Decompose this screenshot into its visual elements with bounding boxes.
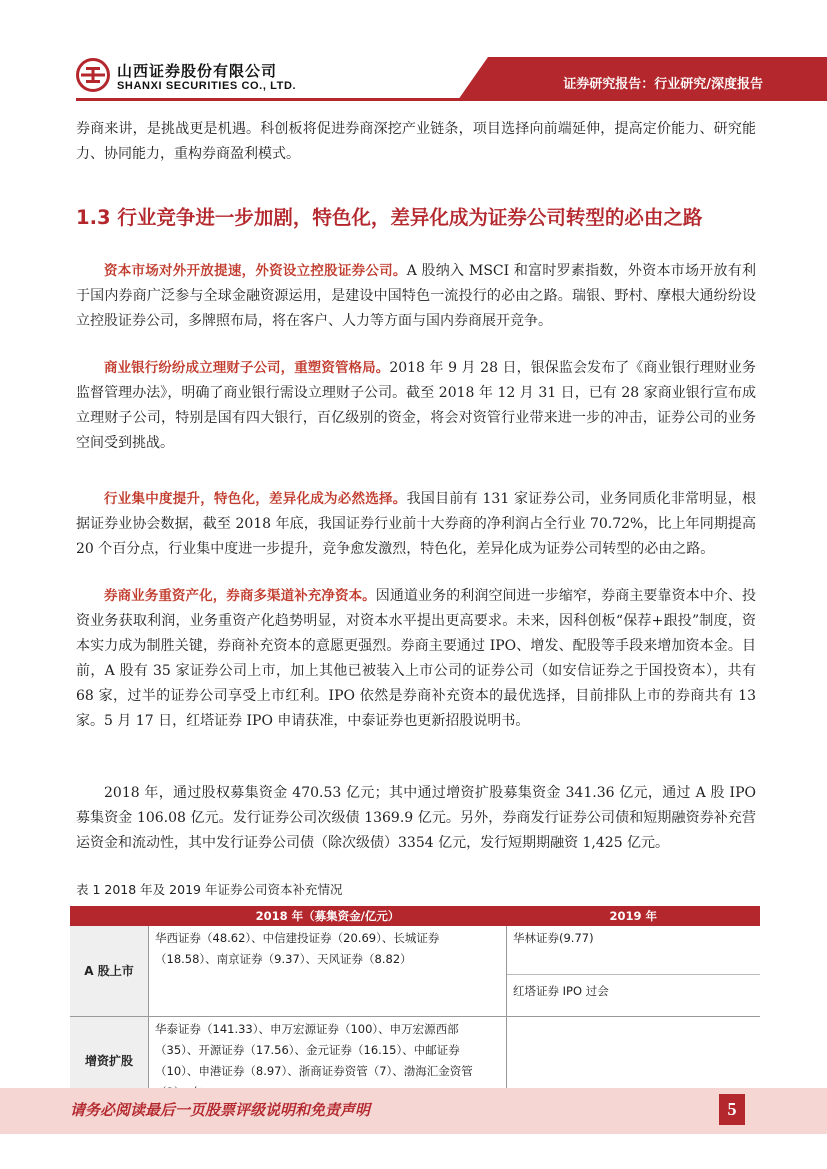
table-row-label: A 股上市 bbox=[70, 926, 149, 1017]
table-header-row bbox=[70, 906, 760, 926]
table-caption: 表 1 2018 年及 2019 年证券公司资本补充情况 bbox=[76, 882, 343, 897]
paragraph-body: 2018 年 9 月 28 日，银保监会发布了《商业银行理财业务监督管理办法》，明确了商业银行需设立理财子公司。截至 2018 年 12 月 31 日，已有 28 家商业银行宣布成立理财子公司，特别是国有四大银行，百亿级别的资金，将会对资管行业带来进一步的冲击，证券公司的业务空间受到挑战。 bbox=[76, 360, 757, 451]
header-divider bbox=[76, 98, 827, 101]
table-row bbox=[70, 926, 760, 1017]
capital-table bbox=[70, 906, 760, 1106]
company-name-en: SHANXI SECURITIES CO., LTD. bbox=[117, 80, 297, 92]
report-type: 证券研究报告：行业研究/深度报告 bbox=[563, 77, 763, 92]
shanxi-securities-logo-icon bbox=[76, 58, 110, 92]
paragraph-highlight: 券商业务重资产化，券商多渠道补充净资本。 bbox=[104, 588, 376, 604]
company-name-cn: 山西证券股份有限公司 bbox=[117, 62, 278, 80]
table-cell: 华林证券(9.77) bbox=[507, 926, 760, 975]
table-header-cell bbox=[70, 906, 149, 926]
paragraph-concentration bbox=[76, 487, 756, 562]
table-cell: 华西证券（48.62）、中信建投证券（20.69）、长城证券（18.58）、南京证券（9.37）、天风证券（8.82） bbox=[149, 926, 507, 1017]
intro-paragraph: 券商来讲，是挑战更是机遇。科创板将促进券商深挖产业链条，项目选择向前端延伸，提高定价能力、研究能力、协同能力，重构券商盈利模式。 bbox=[76, 121, 756, 162]
paragraph-bank-wealth bbox=[76, 356, 756, 456]
paragraph-highlight: 资本市场对外开放提速，外资设立控股证券公司。 bbox=[104, 263, 407, 279]
paragraph-highlight: 行业集中度提升，特色化，差异化成为必然选择。 bbox=[104, 491, 407, 507]
table-cell-2019 bbox=[507, 926, 761, 1017]
page-header bbox=[0, 0, 827, 100]
table-header-cell: 2018 年（募集资金/亿元） bbox=[149, 906, 507, 926]
table-header-cell: 2019 年 bbox=[507, 906, 761, 926]
section-title: 1.3 行业竞争进一步加剧，特色化，差异化成为证券公司转型的必由之路 bbox=[76, 206, 703, 229]
page-number: 5 bbox=[719, 1094, 745, 1125]
footer-disclaimer: 请务必阅读最后一页股票评级说明和免责声明 bbox=[70, 1101, 371, 1119]
table-row-label: 增资扩股 bbox=[70, 1017, 149, 1106]
paragraph-body: 2018 年，通过股权募集资金 470.53 亿元；其中通过增资扩股募集资金 341.36 亿元，通过 A 股 IPO 募集资金 106.08 亿元。发行证券公司次级债 1369.9 亿元。另外，券商发行证券公司债和短期融资券补充营运资金和流动性，其中发行证券公司债（除次级债）3354 亿元，发行短期期融资 1,425 亿元。 bbox=[76, 785, 756, 851]
paragraph-body: A 股纳入 MSCI 和富时罗素指数，外资本市场开放有利于国内券商广泛参与全球金融资源运用，是建设中国特色一流投行的必由之路。瑞银、野村、摩根大通纷纷设立控股证券公司，多牌照布局，将在客户、人力等方面与国内券商展开竞争。 bbox=[76, 263, 756, 329]
table-cell: 华泰证券（141.33）、申万宏源证券（100）、申万宏源西部（35）、开源证券（17.56）、金元证券（16.15）、中邮证券（10）、申港证券（8.97）、浙商证券资管（7）、渤海汇金资管 bbox=[149, 1017, 507, 1106]
paragraph-open-market bbox=[76, 259, 756, 334]
table-cell: 红塔证券 IPO 过会 bbox=[513, 984, 609, 998]
paragraph-highlight: 商业银行纷纷成立理财子公司，重塑资管格局。 bbox=[104, 360, 390, 376]
paragraph-2018-funding bbox=[76, 781, 756, 856]
paragraph-body: 因通道业务的利润空间进一步缩窄，券商主要靠资本中介、投资业务获取利润，业务重资产化趋势明显，对资本水平提出更高要求。未来，因科创板“保荐+跟投”制度，资本实力成为制胜关键，券商补充资本的意愿更强烈。券商主要通过 IPO、增发、配股等手段来增加资本金。目前，A 股有 35 家证券公司上市，加上其他已被装入上市公司的证券公司（如安信证券之于国投资本），共有 68 家，过半的证券公司享受上市红利。IPO 依然是券商补充资本的最优选择，目前排队上市的券商共有 13 家。5 月 17 日，红塔证券 IPO 申请获准，中泰证券也更新招股说明书。 bbox=[76, 588, 757, 729]
paragraph-capital bbox=[76, 584, 756, 734]
paragraph-body: 我国目前有 131 家证券公司，业务同质化非常明显，根据证券业协会数据，截至 2018 年底，我国证券行业前十大券商的净利润占全行业 70.72%，比上年同期提高 20 个百分点，行业集中度进一步提升，竞争愈发激烈，特色化，差异化成为证券公司转型的必由之路。 bbox=[76, 491, 756, 557]
